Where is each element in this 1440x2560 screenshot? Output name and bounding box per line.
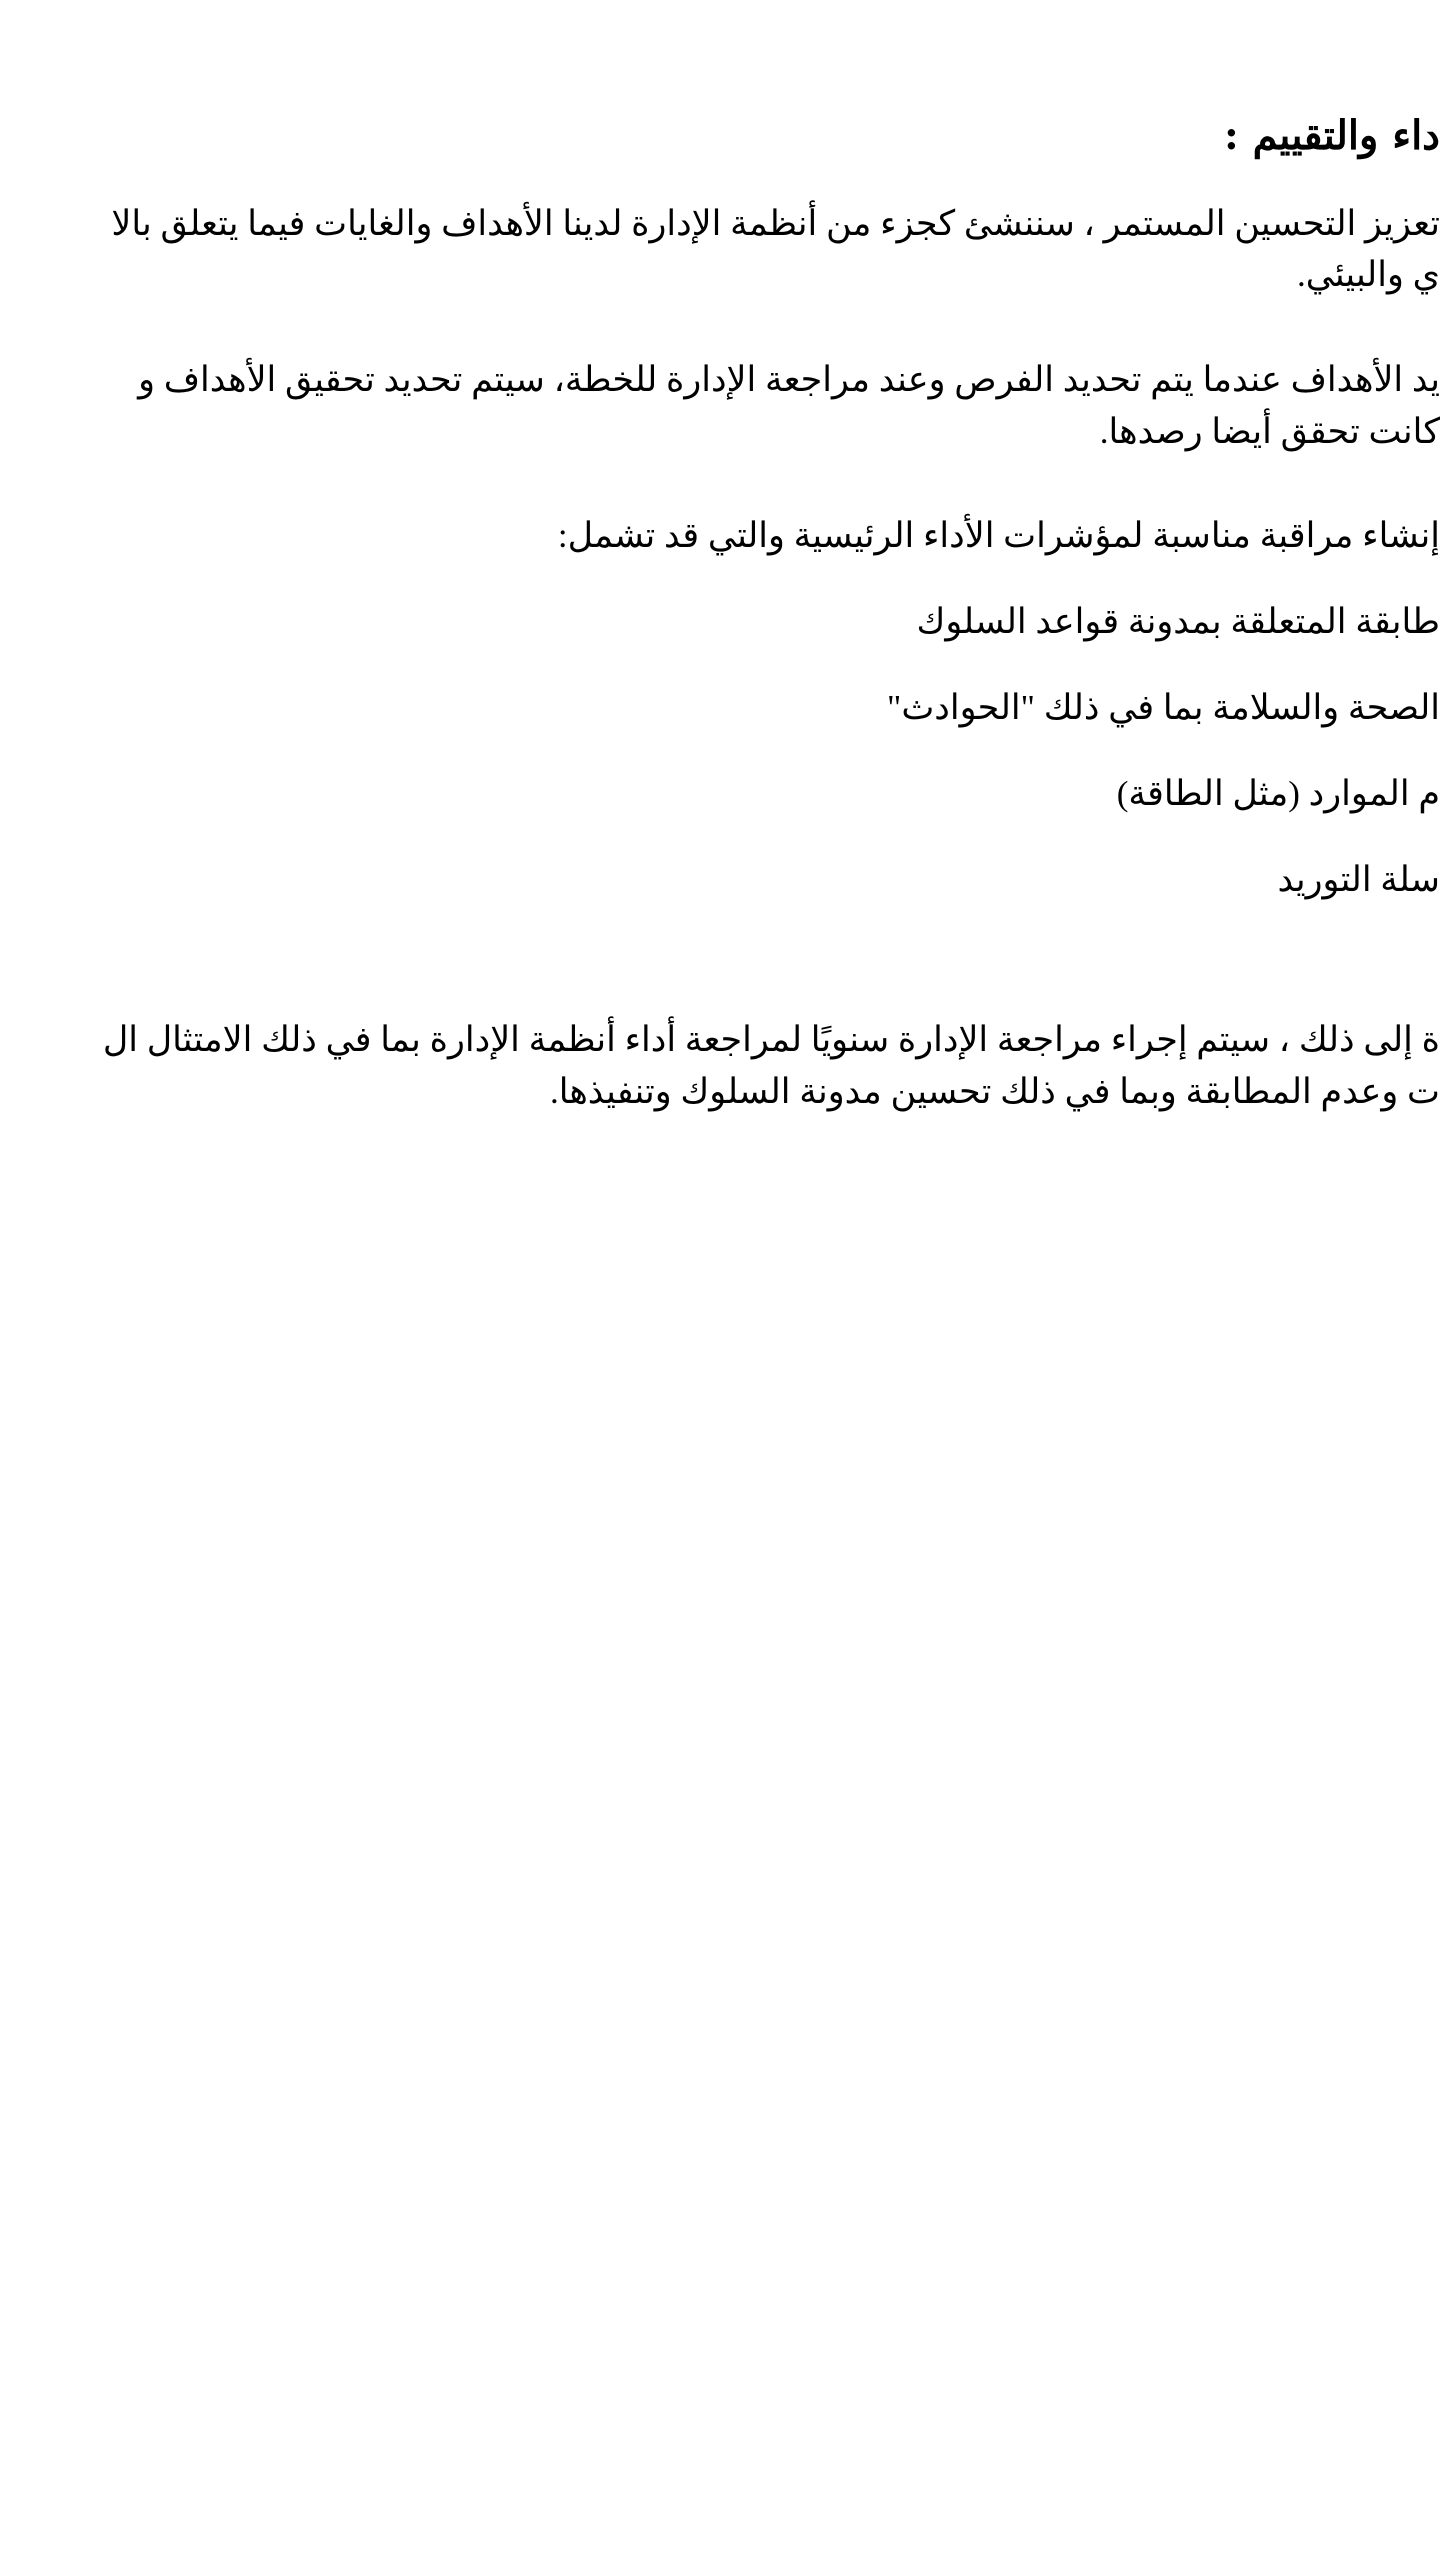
paragraph-2-line-2: كانت تحقق أيضا رصدها. [1099,412,1440,451]
section-heading: داء والتقييم : [1223,112,1440,159]
paragraph-1-line-2: ي والبيئي. [1296,255,1440,294]
kpi-item-resources: م الموارد (مثل الطاقة) [1116,774,1440,813]
kpi-item-health-safety: الصحة والسلامة بما في ذلك "الحوادث" [887,688,1440,727]
kpi-item-code-of-conduct: طابقة المتعلقة بمدونة قواعد السلوك [916,602,1440,641]
paragraph-3-line-1: ة إلى ذلك ، سيتم إجراء مراجعة الإدارة سنويًا لمراجعة أداء أنظمة الإدارة بما في ذلك الامتثال ال [102,1020,1440,1059]
paragraph-2-line-1: يد الأهداف عندما يتم تحديد الفرص وعند مراجعة الإدارة للخطة، سيتم تحديد تحقيق الأهداف و [138,360,1440,399]
kpi-intro: إنشاء مراقبة مناسبة لمؤشرات الأداء الرئيسية والتي قد تشمل: [557,516,1440,555]
paragraph-1-line-1: تعزيز التحسين المستمر ، سننشئ كجزء من أنظمة الإدارة لدينا الأهداف والغايات فيما يتعلق بالا [111,204,1440,243]
kpi-item-supply-chain: سلة التوريد [1277,860,1440,899]
paragraph-3-line-2: ت وعدم المطابقة وبما في ذلك تحسين مدونة السلوك وتنفيذها. [549,1072,1440,1111]
